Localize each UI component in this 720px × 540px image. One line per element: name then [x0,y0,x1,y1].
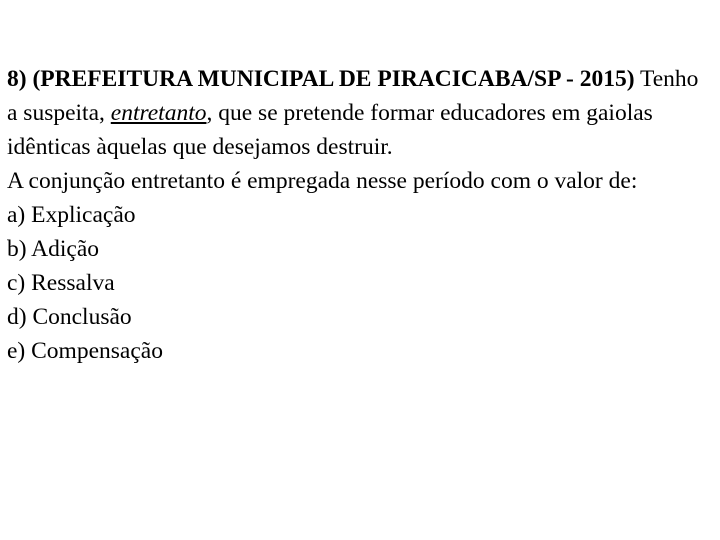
highlighted-word: entretanto [110,100,207,126]
option-b: b) Adição [7,236,100,262]
question-text-after: , que se pretende formar educadores em gaiolas idênticas àquelas que desejamos destruir. [7,100,653,160]
option-d: d) Conclusão [7,304,132,330]
question-prompt: A conjunção entretanto é empregada nesse período com o valor de: [7,168,638,194]
question-block [7,62,707,368]
option-e: e) Compensação [7,338,163,364]
option-c: c) Ressalva [7,270,115,296]
question-statement [7,62,707,164]
question-text-before: Tenho a suspeita, [7,66,699,126]
option-a: a) Explicação [7,202,136,228]
answer-options [7,198,707,368]
question-header: 8) (PREFEITURA MUNICIPAL DE PIRACICABA/SP - 2015) [7,66,635,92]
